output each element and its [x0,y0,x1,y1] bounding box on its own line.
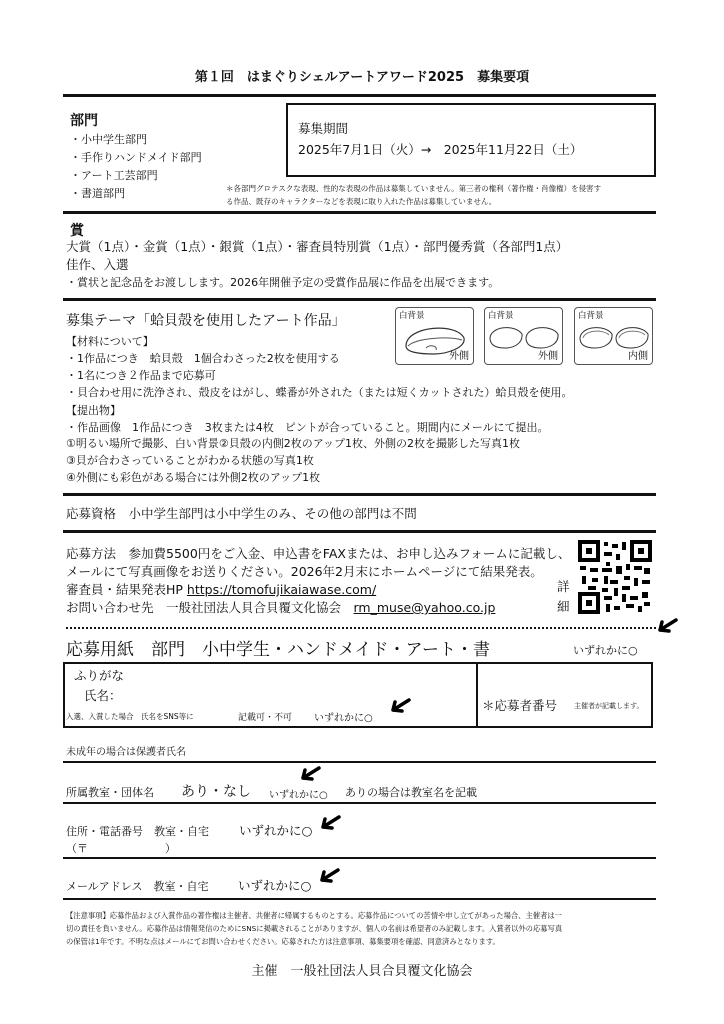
sns-suffix: いずれかに○ [314,713,373,724]
notice-text: の保管は1年です。不明な点はメールにてお問い合わせください。応募された方は注意事項、募集要項を確認、同意済みとなります。 [66,937,500,946]
apply-method: 応募方法 参加費5500円をご入金、申込書をFAXまたは、お申し込みフォームに記載し、 [66,546,571,561]
hp-label: 審査員・結果発表HP [66,582,187,597]
arrow-icon [295,762,321,784]
email-suffix: いずれかに○ [238,878,312,893]
image-side: 外側 [449,351,469,362]
divider [63,94,656,97]
detail-label: 細 [557,599,570,614]
materials-item: ・貝合わせ用に洗浄され、殻皮をはがし、蝶番が外された（または短くカットされた）蛤貝殻を使用。 [66,386,573,399]
box-divider [476,662,478,728]
image-label: 白背景 [488,311,514,321]
sns-choice[interactable]: 記載可・不可 [238,713,293,723]
period-dates: 2025年7月1日（火）→ 2025年11月22日（土） [298,142,583,157]
postal-field[interactable]: （〒 ） [66,842,176,855]
prize-list: 大賞（1点）・金賞（1点）・銀賞（1点）・審査員特別賞（1点）・部門優秀賞（各部門1点） [66,239,569,254]
arrow-icon [314,864,340,886]
arrow-icon [652,614,678,636]
theme-heading: 募集テーマ「蛤貝殻を使用したアート作品」 [66,313,346,329]
organizer: 主催 一般社団法人貝合貝覆文化協会 [251,964,473,979]
shell-closed-image [395,307,474,365]
period-heading: 募集期間 [298,121,349,136]
email-label: メールアドレス 教室・自宅 [66,880,209,893]
group-note: ありの場合は教室名を記載 [345,786,477,799]
submission-item: ①明るい場所で撮影、白い背景②貝殻の内側2枚のアップ1枚、外側の2枚を撮影した写真1枚 [66,437,520,450]
division-item: ・書道部門 [70,187,125,200]
shell-inner-image [574,307,653,365]
image-label: 白背景 [399,311,425,321]
page-title: 第１回 はまぐりシェルアートアワード2025 募集要項 [194,70,530,85]
contact-email[interactable]: rm_muse@yahoo.co.jp [353,600,496,615]
submission-item: ③貝が合わさっていることがわかる状態の写真1枚 [66,454,314,467]
submission-item: ・作品画像 1作品につき 3枚または4枚 ピントが合っていること。期間内にメールにて提出。 [66,421,549,434]
field-line [63,802,656,804]
materials-item: ・1作品につき 蛤貝殻 1個合わさった2枚を使用する [66,352,340,365]
divider [63,530,656,533]
field-line [63,857,656,859]
divider [63,211,656,214]
guardian-label: 未成年の場合は保護者氏名 [66,747,186,758]
prize-list: 佳作、入選 [66,257,129,272]
hp-line [66,580,376,598]
arrow-icon [385,694,411,716]
division-item: ・手作りハンドメイド部門 [70,151,202,164]
materials-item: ・1名につき２作品まで応募可 [66,369,216,382]
contact-label: お問い合わせ先 一般社団法人貝合貝覆文化協会 [66,600,354,615]
furigana-label: ふりがな [74,668,125,683]
sns-note: 入選、入賞した場合 氏名をSNS等に [66,712,194,721]
image-side: 外側 [538,351,558,362]
period-note: る作品、既存のキャラクターなどを表現に取り入れた作品は募集していません。 [226,197,497,206]
divider [63,298,656,301]
image-label: 白背景 [578,311,604,321]
form-heading-note: いずれかに○ [573,644,638,657]
address-suffix: いずれかに○ [239,823,313,838]
period-note: ＊各部門グロテスクな表現、性的な表現の作品は募集していません。第三者の権利（著作権・肖像権）を侵害す [226,184,602,193]
prize-note: ・賞状と記念品をお渡しします。2026年開催予定の受賞作品展に作品を出展できます。 [66,276,500,289]
division-item: ・アート工芸部門 [70,169,158,182]
submission-item: ④外側にも彩色がある場合には外側2枚のアップ1枚 [66,471,321,484]
divider [63,493,656,496]
applicant-number-note: 主催者が記載します。 [574,702,644,710]
group-choice[interactable]: あり・なし [181,784,251,800]
group-suffix: いずれかに○ [269,790,328,801]
arrow-icon [315,811,341,833]
name-label: 氏名： [84,688,122,703]
divisions-heading: 部門 [70,113,98,129]
contact-line [66,598,495,616]
form-heading: 応募用紙 部門 小中学生・ハンドメイド・アート・書 [66,640,490,660]
hp-link[interactable]: https://tomofujikaiawase.com/ [186,582,377,597]
image-side: 内側 [628,351,648,362]
address-label: 住所・電話番号 教室・自宅 [66,825,209,838]
field-line [63,761,656,763]
prize-heading: 賞 [70,223,84,239]
group-label: 所属教室・団体名 [66,786,154,799]
qr-code-icon[interactable] [578,540,652,614]
notice-text: 切の責任を負いません。応募作品は情報発信のためにSNSに掲載されることがありますが、個人の名前は希望者のみ記載します。入賞者以外の応募写真 [66,924,563,933]
cut-line [66,627,656,629]
detail-label: 詳 [557,579,570,594]
apply-method: メールにて写真画像をお送りください。2026年2月末にホームページにて結果発表。 [66,564,543,579]
field-line [63,898,656,900]
applicant-number-label: ＊応募者番号 [482,698,558,713]
eligibility: 応募資格 小中学生部門は小中学生のみ、その他の部門は不問 [66,506,417,521]
division-item: ・小中学生部門 [70,133,147,146]
materials-heading: 【材料について】 [66,335,154,348]
shell-outer-image [484,307,563,365]
submission-heading: 【提出物】 [66,404,121,417]
notice-text: 【注意事項】応募作品および入賞作品の著作権は主催者、共催者に帰属するものとする。応募作品についての苦情や申し立てがあった場合、主催者は一 [66,911,562,920]
